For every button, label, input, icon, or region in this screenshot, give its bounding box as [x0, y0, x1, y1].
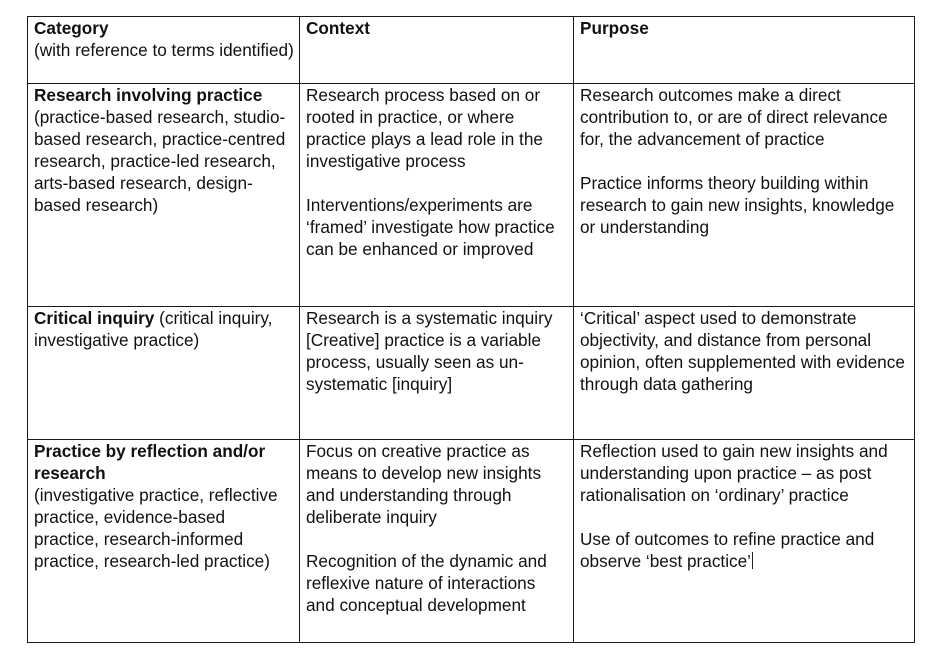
purpose-paragraph: Research outcomes make a direct contribution to, or are of direct relevance for, the advancement of practice: [580, 85, 888, 149]
header-purpose-cell: [574, 17, 915, 84]
context-cell: [300, 440, 574, 643]
category-terms: (practice-based research, studio-based research, practice-centred research, practice-led research, arts-based research, design-based research): [34, 107, 286, 215]
context-paragraph: [Creative] practice is a variable process, usually seen as un-systematic [inquiry]: [306, 330, 541, 394]
header-category-cell: [28, 17, 300, 84]
header-category-note: (with reference to terms identified): [34, 40, 294, 60]
purpose-cell: [574, 84, 915, 307]
purpose-paragraph: ‘Critical’ aspect used to demonstrate objectivity, and distance from personal opinion, often supplemented with evidence through data gathering: [580, 308, 905, 394]
header-context-cell: [300, 17, 574, 84]
table-header-row: [28, 17, 915, 84]
text-cursor: [752, 552, 753, 569]
header-category: Category: [34, 18, 109, 38]
purpose-cell: [574, 440, 915, 643]
context-paragraph: Focus on creative practice as means to develop new insights and understanding through deliberate inquiry: [306, 441, 542, 527]
purpose-paragraph: [580, 528, 909, 572]
header-context: Context: [306, 18, 370, 38]
context-paragraph: Research is a systematic inquiry: [306, 308, 553, 328]
header-purpose: Purpose: [580, 18, 649, 38]
context-cell: [300, 307, 574, 440]
category-cell: [28, 440, 300, 643]
category-cell: [28, 84, 300, 307]
practice-research-table: [27, 16, 915, 643]
purpose-paragraph: Practice informs theory building within research to gain new insights, knowledge or understanding: [580, 173, 895, 237]
category-terms: (critical inquiry, investigative practice): [34, 308, 273, 350]
purpose-text: Use of outcomes to refine practice and observe ‘best practice’: [580, 529, 875, 571]
table-row: [28, 84, 915, 307]
purpose-paragraph: Reflection used to gain new insights and understanding upon practice – as post rationalisation on ‘ordinary’ practice: [580, 441, 888, 505]
purpose-cell: [574, 307, 915, 440]
category-title: Critical inquiry: [34, 308, 155, 328]
context-paragraph: Interventions/experiments are ‘framed’ investigate how practice can be enhanced or improved: [306, 195, 555, 259]
table-row: [28, 307, 915, 440]
context-paragraph: Recognition of the dynamic and reflexive nature of interactions and conceptual development: [306, 551, 547, 615]
context-cell: [300, 84, 574, 307]
category-title: Practice by reflection and/or research: [34, 441, 266, 483]
category-terms: (investigative practice, reflective practice, evidence-based practice, research-informed practice, research-led practice): [34, 485, 278, 571]
context-paragraph: Research process based on or rooted in practice, or where practice plays a lead role in the investigative process: [306, 85, 543, 171]
category-cell: [28, 307, 300, 440]
table-row: [28, 440, 915, 643]
category-title: Research involving practice: [34, 85, 263, 105]
